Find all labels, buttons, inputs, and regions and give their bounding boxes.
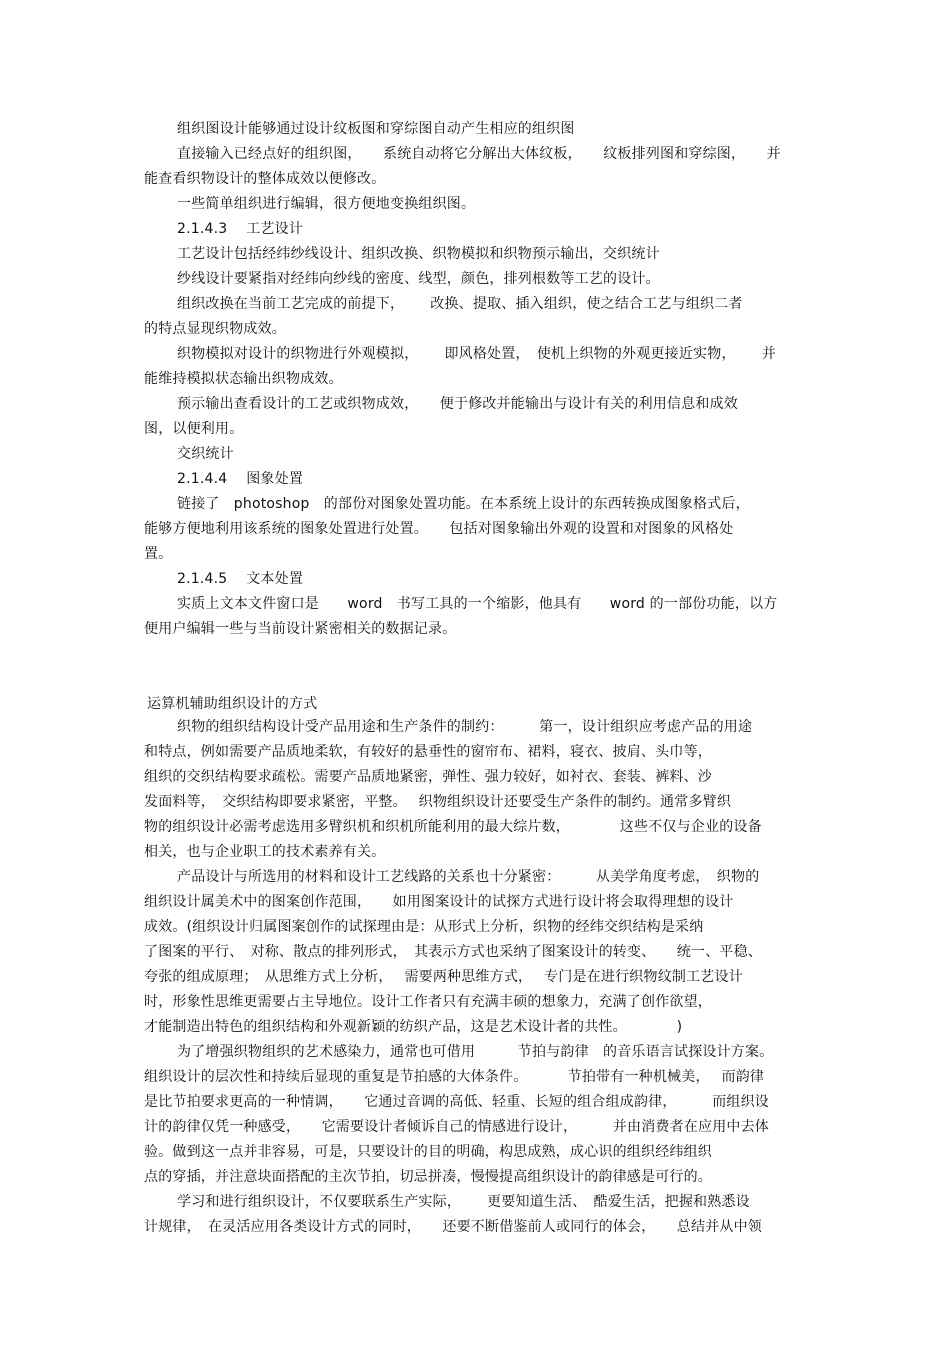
section-heading: 2.1.4.3 工艺设计 (177, 221, 304, 237)
paragraph-line: 图，以便利用。 (144, 421, 244, 437)
paragraph-line: 组织图设计能够通过设计纹板图和穿综图自动产生相应的组织图 (177, 121, 575, 137)
paragraph-line: 的特点显现织物成效。 (144, 321, 286, 337)
paragraph-line: 发面料等， 交织结构即要求紧密，平整。 织物组织设计还要受生产条件的制约。通常多臂织 (144, 794, 732, 810)
paragraph-line: 能够方便地利用该系统的图象处置进行处置。 包括对图象输出外观的设置和对图象的风格处 (144, 521, 734, 537)
paragraph-line: 成效。(组织设计归属图案创作的试探理由是：从形式上分析，织物的经纬交织结构是采纳 (144, 919, 704, 935)
paragraph-line: 点的穿插，并注意块面搭配的主次节拍，切忌拼凑，慢慢提高组织设计的韵律感是可行的。 (144, 1169, 712, 1185)
paragraph-line: 置。 (144, 546, 173, 562)
section-heading: 2.1.4.4 图象处置 (177, 471, 304, 487)
paragraph-line: 产品设计与所选用的材料和设计工艺线路的关系也十分紧密： 从美学角度考虑， 织物的 (177, 869, 760, 885)
paragraph-line: 学习和进行组织设计，不仅要联系生产实际， 更要知道生活、 酷爱生活，把握和熟悉设 (177, 1194, 750, 1210)
paragraph-line: 了图案的平行、 对称、散点的排列形式， 其表示方式也采纳了图案设计的转变、 统一、平稳、 (144, 944, 762, 960)
paragraph-line: 才能制造出特色的组织结构和外观新颖的纺织产品，这是艺术设计者的共性。 ) (144, 1019, 683, 1035)
paragraph-line: 织物的组织结构设计受产品用途和生产条件的制约： 第一，设计组织应考虑产品的用途 (177, 719, 753, 735)
paragraph-line: 计的韵律仅凭一种感受， 它需要设计者倾诉自己的情感进行设计， 并由消费者在应用中去体 (144, 1119, 769, 1135)
paragraph-line: 组织设计的层次性和持续后显现的重复是节拍感的大体条件。 节拍带有一种机械美， 而韵律 (144, 1069, 765, 1085)
paragraph-line: 为了增强织物组织的艺术感染力，通常也可借用 节拍与韵律 的音乐语言试探设计方案。 (177, 1044, 774, 1060)
paragraph-line: 直接输入已经点好的组织图， 系统自动将它分解出大体纹板， 纹板排列图和穿综图， 并 (177, 146, 781, 162)
paragraph-line: 链接了 photoshop 的部份对图象处置功能。在本系统上设计的东西转换成图象格式后， (177, 496, 750, 512)
paragraph-line: 和特点，例如需要产品质地柔软，有较好的悬垂性的窗帘布、裙料，寝衣、披肩、头巾等， (144, 744, 712, 760)
paragraph-line: 织物模拟对设计的织物进行外观模拟， 即风格处置， 使机上织物的外观更接近实物， 并 (177, 346, 776, 362)
paragraph-line: 时，形象性思维更需要占主导地位。设计工作者只有充满丰硕的想象力，充满了创作欲望， (144, 994, 712, 1010)
paragraph-line: 能维持模拟状态输出织物成效。 (144, 371, 343, 387)
paragraph-line: 组织改换在当前工艺完成的前提下， 改换、提取、插入组织，使之结合工艺与组织二者 (177, 296, 743, 312)
paragraph-line: 物的组织设计必需考虑选用多臂织机和织机所能利用的最大综片数， 这些不仅与企业的设备 (144, 819, 762, 835)
paragraph-line: 便用户编辑一些与当前设计紧密相关的数据记录。 (144, 621, 457, 637)
paragraph-line: 预示输出查看设计的工艺或织物成效， 便于修改并能输出与设计有关的利用信息和成效 (177, 396, 738, 412)
paragraph-line: 相关，也与企业职工的技术素养有关。 (144, 844, 386, 860)
section-title: 运算机辅助组织设计的方式 (147, 696, 318, 712)
paragraph-line: 夸张的组成原理； 从思维方式上分析， 需要两种思维方式， 专门是在进行织物纹制工艺设计 (144, 969, 743, 985)
paragraph-line: 纱线设计要紧指对经纬向纱线的密度、线型，颜色，排列根数等工艺的设计。 (177, 271, 660, 287)
paragraph-line: 是比节拍要求更高的一种情调， 它通过音调的高低、轻重、长短的组合组成韵律， 而组织设 (144, 1094, 769, 1110)
paragraph-line: 组织设计属美术中的图案创作范围， 如用图案设计的试探方式进行设计将会取得理想的设计 (144, 894, 734, 910)
paragraph-line: 一些简单组织进行编辑，很方便地变换组织图。 (177, 196, 476, 212)
paragraph-line: 能查看织物设计的整体成效以便修改。 (144, 171, 386, 187)
paragraph-line: 实质上文本文件窗口是 word 书写工具的一个缩影，他具有 word 的一部份功能，以方 (177, 596, 778, 612)
paragraph-line: 工艺设计包括经纬纱线设计、组织改换、织物模拟和织物预示输出，交织统计 (177, 246, 660, 262)
paragraph-line: 计规律， 在灵活应用各类设计方式的同时， 还要不断借鉴前人或同行的体会， 总结并从中领 (144, 1219, 762, 1235)
section-heading: 2.1.4.5 文本处置 (177, 571, 304, 587)
paragraph-line: 验。做到这一点并非容易，可是，只要设计的目的明确，构思成熟，成心识的组织经纬组织 (144, 1144, 712, 1160)
paragraph-line: 组织的交织结构要求疏松。需要产品质地紧密，弹性、强力较好，如衬衣、套装、裤料、沙 (144, 769, 712, 785)
paragraph-line: 交织统计 (177, 446, 234, 462)
